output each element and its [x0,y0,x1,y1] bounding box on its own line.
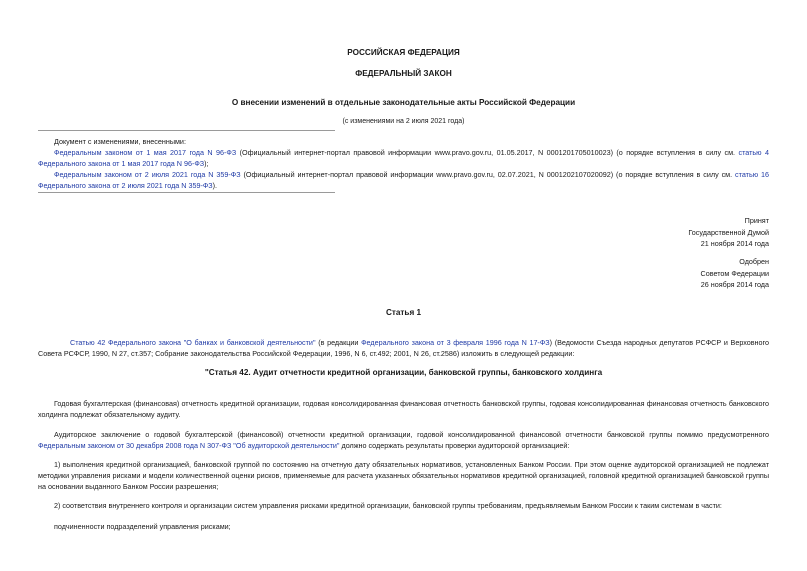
page-title: О внесении изменений в отдельные законодательные акты Российской Федерации [231,98,576,107]
duma-date: 21 ноября 2014 года [700,239,769,248]
article-1-text-b: ) (Ведомости Съезда народных депутатов РСФСР и Верховного Совета РСФСР, 1990, N 27, ст.357; Собрание законодательства Российской Федерации, 1996, N 6, ст.492; 2001, N 26, ст.2586) изложить в следующей редакции: [38,338,769,358]
law-307fz-link[interactable]: Федеральным законом от 30 декабря 2008 года N 307-ФЗ "Об аудиторской деятельности" [38,441,340,450]
article-1-heading: Статья 1 [385,308,422,317]
law-17fz-link[interactable]: Федерального закона от 3 февраля 1996 года N 17-ФЗ [361,338,550,347]
changes-bottom-divider [38,192,335,193]
para-2-text-b: должно содержать результаты проверки аудиторской организацией: [339,441,570,450]
change-1-text: (Официальный интернет-портал правовой информации www.pravo.gov.ru, 01.05.2017, N 0001201705010023) (о порядке вступления в силу см. [236,148,739,157]
change-item-1 [38,147,769,169]
article-42-item-1: 1) выполнения кредитной организацией, банковской группой по состоянию на отчетную дату обязательных нормативов, установленных Банком России. При этом оценке аудиторской организацией не подлежат методики управления рисками и модели количественной оценки рисков, применяемые для расчета указанных обязательных нормативов кредитной организацией, головной кредитной организацией банковской группы на основании выданного Банком России разрешения; [38,460,769,491]
country-heading: РОССИЙСКАЯ ФЕДЕРАЦИЯ [347,48,460,57]
council-date: 26 ноября 2014 года [700,280,769,289]
duma-adoption [688,215,769,250]
article-1-text-a: (в редакции [315,338,362,347]
change-item-2 [38,169,769,191]
article-42-item-2: 2) соответствия внутреннего контроля и организации систем управления рисками кредитной организации, банковской группы требованиям, предъявляемым Банком России к таким системам в части: [54,501,722,510]
article-42-item-2a: подчиненности подразделений управления рисками; [54,522,231,531]
duma-body: Государственной Думой [688,227,769,237]
article-1-text [38,337,769,359]
change-2-end: ). [212,181,218,190]
council-approval [701,256,769,291]
change-2-law-link[interactable]: Федеральным законом от 2 июля 2021 года N 359-ФЗ [54,170,241,179]
change-1-article-link[interactable]: статью 4 Федерального закона от 1 мая 2017 года N 96-ФЗ [38,148,769,168]
change-1-end: ); [204,159,209,168]
council-status: Одобрен [739,257,769,266]
article-42-para-1: Годовая бухгалтерская (финансовая) отчетность кредитной организации, годовая консолидированная финансовая отчетность банковской группы, годовая консолидированная финансовая отчетность банковского холдинга подлежат обязательному аудиту. [38,399,769,419]
article-42-heading: "Статья 42. Аудит отчетности кредитной организации, банковской группы, банковского холдинга [204,368,603,377]
edition-note: (с изменениями на 2 июля 2021 года) [342,118,465,125]
council-body: Советом Федерации [700,268,769,278]
change-2-article-link[interactable]: статью 16 Федерального закона от 2 июля 2021 года N 359-ФЗ [38,170,769,190]
change-1-law-link[interactable]: Федеральным законом от 1 мая 2017 года N 96-ФЗ [54,148,237,157]
change-2-text: (Официальный интернет-портал правовой информации www.pravo.gov.ru, 02.07.2021, N 0001202107020092) (о порядке вступления в силу см. [240,170,736,179]
duma-status: Принят [744,216,769,225]
changes-block [38,136,769,191]
changes-top-divider [38,130,335,131]
changes-intro: Документ с изменениями, внесенными: [54,137,186,146]
doc-type-heading: ФЕДЕРАЛЬНЫЙ ЗАКОН [355,69,452,78]
para-2-text-a: Аудиторское заключение о годовой бухгалтерской (финансовой) отчетности кредитной организации, годовой консолидированной финансовой отчетности банковской группы помимо предусмотренного [54,430,769,439]
article-42-link[interactable]: Статью 42 Федерального закона "О банках и банковской деятельности" [70,338,316,347]
article-42-para-2 [38,429,769,451]
